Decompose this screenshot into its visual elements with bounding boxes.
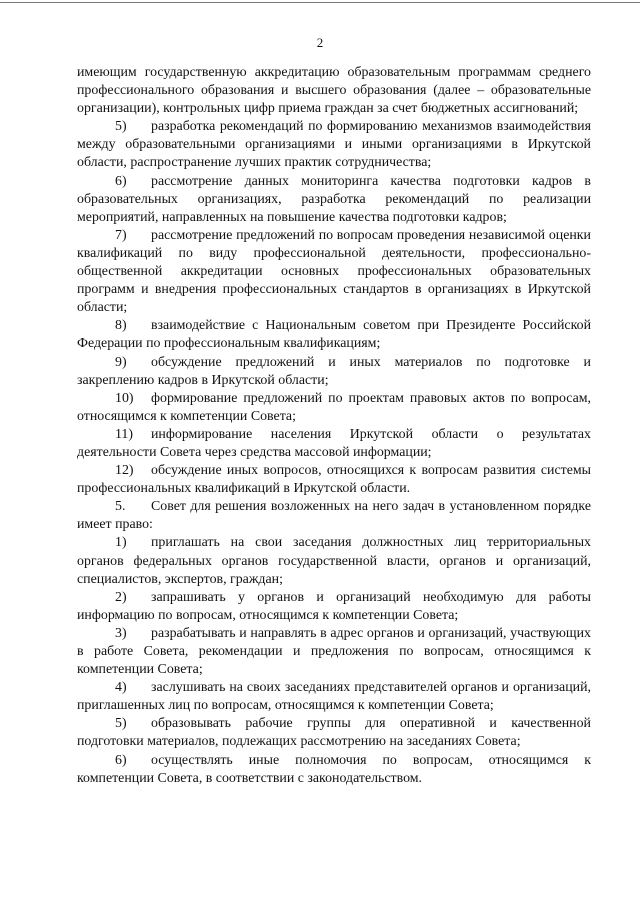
item-number: 4): [115, 680, 127, 696]
item-number: 10): [115, 390, 134, 406]
document-body: [77, 64, 591, 788]
paragraph-right-1: [77, 534, 591, 588]
paragraph-text: рассмотрение данных мониторинга качества подготовки кадров в образовательных организациях, разработка рекомендаций по реализации мероприятий, направленных на повышение качества подготовки кадров;: [77, 173, 591, 225]
paragraph-text: обсуждение иных вопросов, относящихся к вопросам развития системы профессиональных квалификаций в Иркутской области.: [77, 463, 591, 497]
paragraph-text: запрашивать у органов и организаций необходимую для работы информацию по вопросам, относящимся к компетенции Совета;: [77, 589, 591, 623]
item-number: 1): [115, 535, 127, 551]
item-number: 5): [115, 119, 127, 135]
item-number: 5): [115, 716, 127, 732]
paragraph-text: Совет для решения возложенных на него задач в установленном порядке имеет право:: [77, 499, 591, 533]
paragraph-text: разработка рекомендаций по формированию механизмов взаимодействия между образовательными организациями и иными организациями в Иркутской области, распространение лучших практик сотрудничества;: [77, 119, 591, 171]
item-number: 3): [115, 625, 127, 641]
paragraph-item-5: [77, 118, 591, 172]
scan-top-edge: [0, 2, 640, 3]
item-number: 7): [115, 227, 127, 243]
paragraph-item-7: [77, 227, 591, 317]
item-number: 2): [115, 589, 127, 605]
paragraph-text: осуществлять иные полномочия по вопросам, относящимся к компетенции Совета, в соответствии с законодательством.: [77, 752, 591, 786]
paragraph-text: приглашать на свои заседания должностных лиц территориальных органов федеральных органов государственной власти, органов и организаций, специалистов, экспертов, граждан;: [77, 535, 591, 587]
paragraph-right-2: [77, 589, 591, 625]
section-number: 5.: [115, 499, 126, 515]
paragraph-item-6: [77, 173, 591, 227]
item-number: 6): [115, 173, 127, 189]
paragraph-text: имеющим государственную аккредитацию образовательным программам среднего профессионального образования и высшего образования (далее – образовательные организации), контрольных цифр приема граждан за счет бюджетных ассигнований;: [77, 65, 591, 117]
paragraph-right-5: [77, 715, 591, 751]
item-number: 11): [115, 426, 134, 442]
item-number: 9): [115, 354, 127, 370]
paragraph-text: формирование предложений по проектам правовых актов по вопросам, относящимся к компетенции Совета;: [77, 390, 591, 424]
paragraph-right-6: [77, 752, 591, 788]
paragraph-text: разрабатывать и направлять в адрес органов и организаций, участвующих в работе Совета, рекомендации и предложения по вопросам, относящимся к компетенции Совета;: [77, 625, 591, 678]
page-number: 2: [316, 35, 324, 50]
paragraph-item-8: [77, 317, 591, 353]
paragraph-text: взаимодействие с Национальным советом при Президенте Российской Федерации по профессиональным квалификациям;: [77, 318, 591, 352]
paragraph-item-12: [77, 462, 591, 498]
item-number: 12): [115, 463, 134, 479]
paragraph-text: образовывать рабочие группы для оперативной и качественной подготовки материалов, подлежащих рассмотрению на заседаниях Совета;: [77, 716, 591, 750]
paragraph-text: информирование населения Иркутской области о результатах деятельности Совета через средства массовой информации;: [77, 426, 591, 460]
item-number: 8): [115, 318, 127, 334]
paragraph-text: заслушивать на своих заседаниях представителей органов и организаций, приглашенных лиц по вопросам, относящимся к компетенции Совета;: [77, 680, 591, 714]
paragraph-item-11: [77, 426, 591, 462]
paragraph-text: обсуждение предложений и иных материалов по подготовке и закреплению кадров в Иркутской области;: [77, 354, 591, 388]
paragraph-right-3: [77, 625, 591, 679]
paragraph-continuation: [77, 64, 591, 118]
paragraph-item-10: [77, 390, 591, 426]
paragraph-text: рассмотрение предложений по вопросам проведения независимой оценки квалификаций по виду профессиональной деятельности, профессионально-общественной аккредитации основных профессиональных образовательных программ и внедрения профессиональных стандартов в организациях в Иркутской области;: [77, 227, 591, 316]
item-number: 6): [115, 752, 127, 768]
paragraph-right-4: [77, 679, 591, 715]
paragraph-item-9: [77, 354, 591, 390]
paragraph-section-5: [77, 498, 591, 534]
